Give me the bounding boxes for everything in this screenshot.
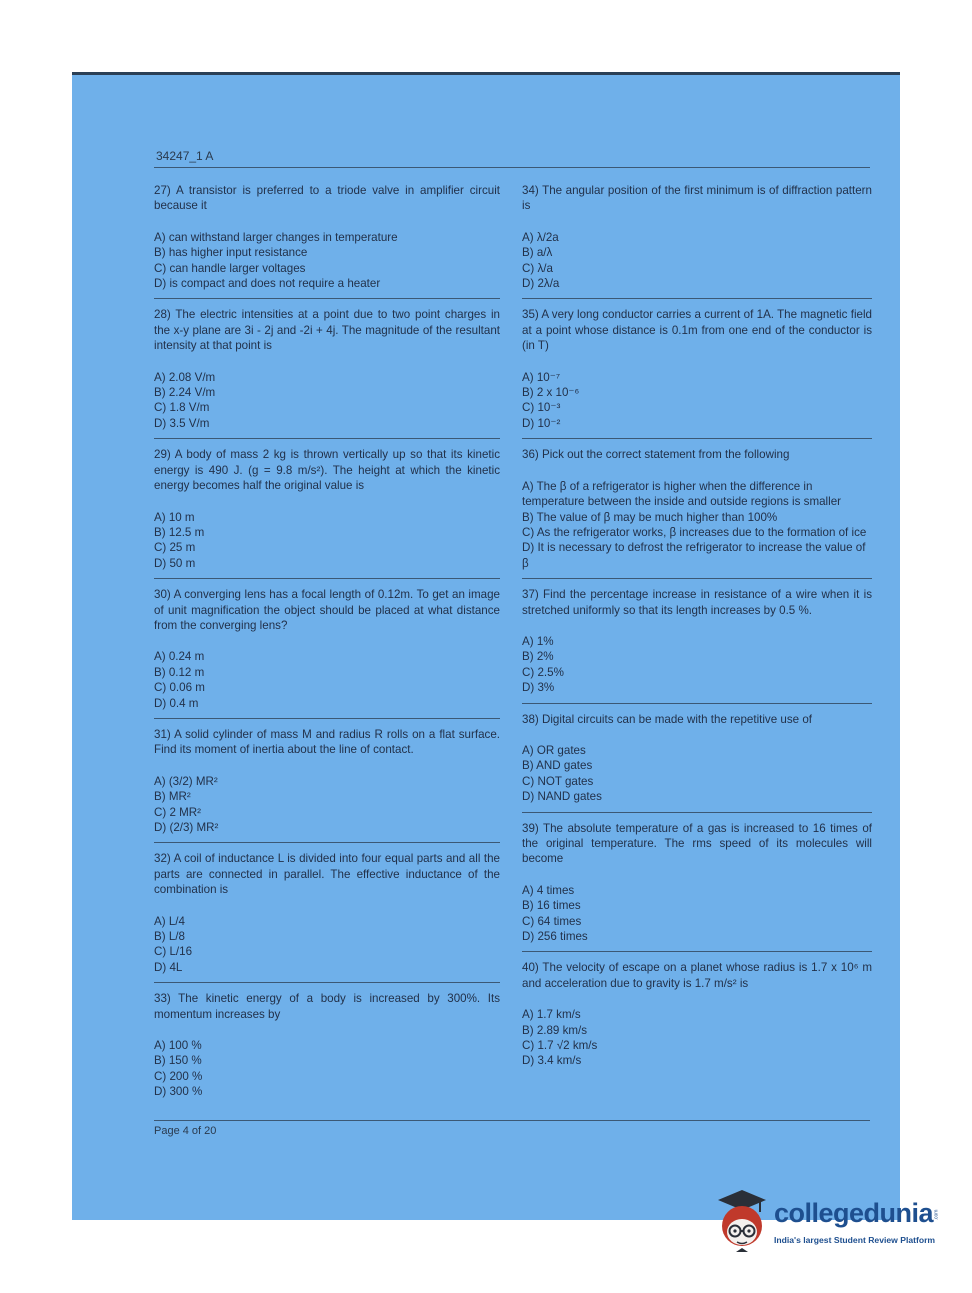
option-b: B) 150 % (154, 1054, 202, 1068)
option-b: B) The value of β may be much higher than 100% (522, 510, 778, 524)
option-a: A) 1.7 km/s (522, 1008, 581, 1022)
option-a: A) λ/2a (522, 230, 559, 244)
option-c: C) can handle larger voltages (154, 261, 306, 275)
brand-name: collegedunia (774, 1198, 934, 1228)
question-32 (154, 851, 500, 983)
option-a: A) 100 % (154, 1039, 202, 1053)
option-c: C) 1.7 √2 km/s (522, 1039, 598, 1053)
question-27 (154, 183, 500, 299)
option-b: B) L/8 (154, 930, 185, 944)
option-d: D) 256 times (522, 930, 588, 944)
question-stem: 31) A solid cylinder of mass M and radius R rolls on a flat surface. Find its moment of inertia about the line of contact. (154, 727, 500, 757)
question-36 (522, 447, 872, 579)
option-c: C) 64 times (522, 914, 582, 928)
option-d: D) is compact and does not require a heater (154, 277, 381, 291)
mascot-icon (712, 1186, 772, 1256)
question-stem: 30) A converging lens has a focal length of 0.12m. To get an image of unit magnification the object should be placed at what distance from the converging lens? (154, 588, 500, 632)
option-c: C) 0.06 m (154, 681, 205, 695)
option-a: A) OR gates (522, 743, 586, 757)
option-c: C) 10⁻³ (522, 401, 561, 415)
option-b: B) a/λ (522, 246, 553, 260)
option-a: A) 10 m (154, 510, 195, 524)
question-stem: 36) Pick out the correct statement from the following (522, 448, 790, 462)
question-34 (522, 183, 872, 299)
option-a: A) 4 times (522, 883, 575, 897)
question-stem: 33) The kinetic energy of a body is increased by 300%. Its momentum increases by (154, 992, 500, 1021)
header-divider (154, 167, 870, 168)
question-stem: 40) The velocity of escape on a planet whose radius is 1.7 x 10⁶ m and acceleration due to gravity is 1.7 m/s² is (522, 961, 872, 990)
option-b: B) AND gates (522, 759, 593, 773)
option-a: A) 1% (522, 634, 554, 648)
option-c: C) 1.8 V/m (154, 401, 210, 415)
option-c: C) λ/a (522, 261, 553, 275)
option-d: D) 3% (522, 681, 555, 695)
option-b: B) 2.89 km/s (522, 1023, 588, 1037)
option-a: A) L/4 (154, 914, 185, 928)
option-c: C) 2 MR² (154, 805, 202, 819)
question-37 (522, 587, 872, 703)
question-40 (522, 960, 872, 1075)
question-stem: 37) Find the percentage increase in resistance of a wire when it is stretched uniformly so that its length increases by 0.5 %. (522, 588, 872, 617)
option-b: B) 16 times (522, 899, 581, 913)
question-38 (522, 712, 872, 813)
question-28 (154, 307, 500, 439)
question-39 (522, 821, 872, 953)
exam-sheet (72, 72, 900, 1220)
option-b: B) 0.12 m (154, 665, 205, 679)
option-a: A) The β of a refrigerator is higher when the difference in temperature between the inside and outside regions is smaller (522, 479, 842, 509)
option-b: B) 12.5 m (154, 525, 205, 539)
option-d: D) 0.4 m (154, 696, 199, 710)
brand-suffix: .com (933, 1209, 940, 1221)
option-b: B) has higher input resistance (154, 246, 308, 260)
option-d: D) It is necessary to defrost the refrigerator to increase the value of β (522, 541, 866, 570)
option-a: A) 2.08 V/m (154, 370, 216, 384)
option-a: A) 10⁻⁷ (522, 370, 561, 384)
option-c: C) 200 % (154, 1069, 203, 1083)
question-33 (154, 991, 500, 1106)
option-c: C) As the refrigerator works, β increases due to the formation of ice (522, 525, 867, 539)
option-d: D) 3.4 km/s (522, 1054, 582, 1068)
option-c: C) NOT gates (522, 774, 594, 788)
option-d: D) NAND gates (522, 790, 602, 804)
footer-divider (154, 1120, 870, 1121)
brand-tagline: India's largest Student Review Platform (774, 1235, 936, 1245)
paper-code: 34247_1 A (156, 149, 214, 163)
question-30 (154, 587, 500, 719)
option-b: B) 2.24 V/m (154, 386, 216, 400)
option-d: D) 300 % (154, 1085, 203, 1099)
question-29 (154, 447, 500, 579)
right-column (522, 183, 872, 1084)
option-c: C) L/16 (154, 945, 193, 959)
question-35 (522, 307, 872, 439)
option-a: A) 0.24 m (154, 650, 205, 664)
question-stem: 27) A transistor is preferred to a triode valve in amplifier circuit because it (154, 184, 500, 213)
question-stem: 34) The angular position of the first minimum is of diffraction pattern is (522, 184, 872, 213)
question-31 (154, 727, 500, 843)
option-b: B) 2 x 10⁻⁶ (522, 386, 580, 400)
question-stem: 35) A very long conductor carries a current of 1A. The magnetic field at a point whose distance is 0.1m from one end of the conductor is (in T) (522, 308, 872, 353)
option-d: D) 4L (154, 960, 183, 974)
question-stem: 28) The electric intensities at a point due to two point charges in the x-y plane are 3i - 2j and -2i + 4j. The magnitude of the resultant intensity at that point is (154, 308, 500, 353)
option-a: A) can withstand larger changes in temperature (154, 230, 398, 244)
option-b: B) 2% (522, 650, 554, 664)
question-stem: 38) Digital circuits can be made with the repetitive use of (522, 712, 812, 726)
option-d: D) 2λ/a (522, 277, 560, 291)
option-d: D) 10⁻² (522, 416, 561, 430)
option-d: D) 50 m (154, 556, 196, 570)
collegedunia-logo[interactable] (712, 1186, 944, 1256)
option-b: B) MR² (154, 790, 191, 804)
question-stem: 29) A body of mass 2 kg is thrown vertically up so that its kinetic energy is 490 J. (g = 9.8 m/s²). The height at which the kinetic energy becomes half the original value is (154, 448, 500, 493)
page-number: Page 4 of 20 (154, 1125, 217, 1137)
left-column (154, 183, 500, 1115)
question-stem: 39) The absolute temperature of a gas is increased to 16 times of the original temperature. The rms speed of its molecules will become (522, 821, 872, 866)
option-d: D) 3.5 V/m (154, 416, 210, 430)
question-stem: 32) A coil of inductance L is divided into four equal parts and all the parts are connected in parallel. The effective inductance of the combination is (154, 852, 500, 897)
option-c: C) 2.5% (522, 665, 564, 679)
option-c: C) 25 m (154, 541, 196, 555)
option-a: A) (3/2) MR² (154, 774, 218, 788)
option-d: D) (2/3) MR² (154, 821, 219, 834)
